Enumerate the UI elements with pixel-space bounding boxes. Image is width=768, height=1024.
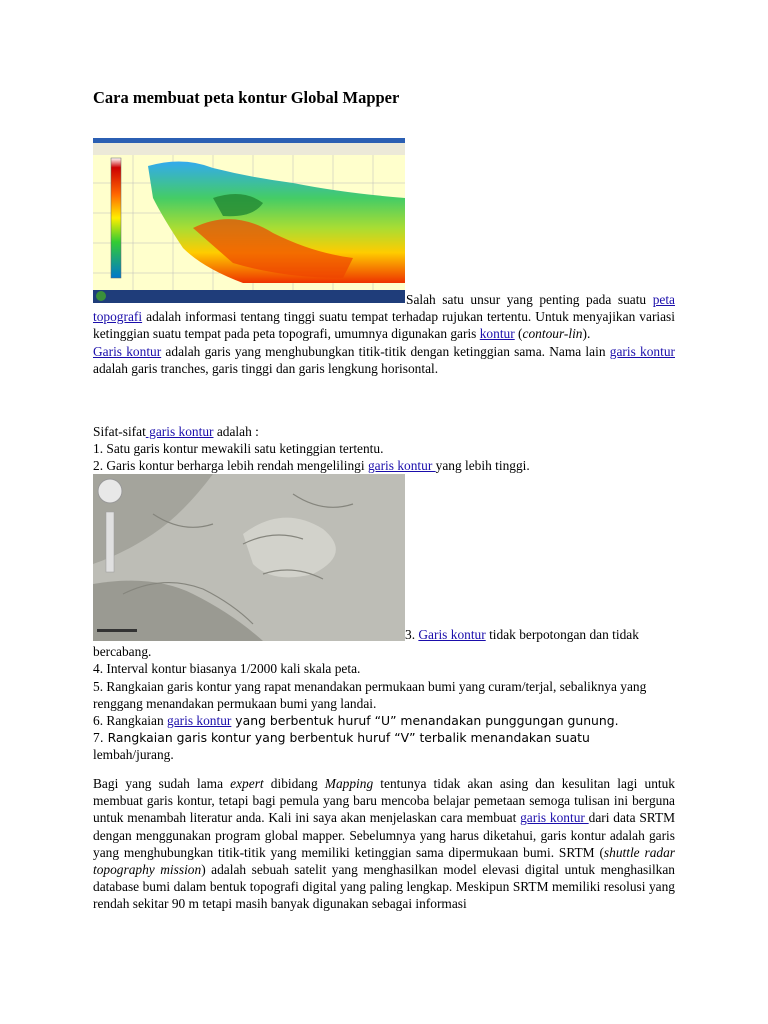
intro-paragraph: Salah satu unsur yang penting pada suatu peta topografi adalah informasi tentang tinggi suatu tempat terhadap rujukan tertentu. Untuk menyajikan variasi ketinggian suatu tempat pada peta topografi, umumnya digunakan garis kontur (contour-lin). Garis kontur adalah garis yang menghubungkan titik-titik dengan ketinggian sama. Nama lain garis kontur adalah garis tranches, garis tinggi dan garis lengkung horisontal. [93, 292, 675, 376]
shaded-relief-map [93, 474, 405, 641]
page-title: Cara membuat peta kontur Global Mapper [93, 88, 400, 107]
list-item-4: 4. Interval kontur biasanya 1/2000 kali skala peta. [93, 661, 361, 677]
link-peta-topografi[interactable]: peta topografi [93, 292, 675, 325]
list-item-6: 6. Rangkaian garis kontur yang berbentuk huruf “U” menandakan punggungan gunung. [93, 713, 619, 729]
properties-list-intro: Sifat-sifat garis kontur adalah : 1. Satu garis kontur mewakili satu ketinggian tertentu. 2. Garis kontur berharga lebih rendah mengelilingi garis kontur yang lebih tinggi. [93, 424, 530, 474]
link-garis-kontur-3[interactable]: garis kontur [145, 424, 214, 439]
list-item-1: 1. Satu garis kontur mewakili satu ketinggian tertentu. [93, 441, 384, 457]
link-garis-kontur-1[interactable]: Garis kontur [93, 343, 162, 359]
link-kontur[interactable]: kontur [479, 326, 515, 342]
list-item-5: 5. Rangkaian garis kontur yang rapat menandakan permukaan bumi yang curam/terjal, sebaliknya yang renggang menandakan permukaan bumi yang landai. [93, 678, 647, 711]
link-garis-kontur-5[interactable]: Garis kontur [418, 627, 486, 642]
link-garis-kontur-2[interactable]: garis kontur [609, 343, 675, 359]
properties-list-continued [93, 626, 675, 764]
list-item-7: 7. Rangkaian garis kontur yang berbentuk huruf “V” terbalik menandakan suatu lembah/jurang. [93, 730, 590, 763]
list-item-2: 2. Garis kontur berharga lebih rendah mengelilingi garis kontur yang lebih tinggi. [93, 458, 530, 474]
link-garis-kontur-4[interactable]: garis kontur [367, 458, 436, 474]
link-garis-kontur-6[interactable]: garis kontur [167, 713, 232, 729]
body-paragraph: Bagi yang sudah lama expert dibidang Mapping tentunya tidak akan asing dan kesulitan lagi untuk membuat garis kontur, tetapi bagi pemula yang baru mencoba belajar pemetaan semoga tulisan ini berguna untuk menambah literatur anda. Kali ini saya akan menjelaskan cara membuat garis kontur dari data SRTM dengan menggunakan program global mapper. Sebelumnya yang harus diketahui, garis kontur adalah garis yang menghubungkan titik-titik yang memiliki ketinggian sama dipermukaan bumi. SRTM (shuttle radar topography mission) adalah sebuah satelit yang menghasilkan model elevasi digital untuk menghasilkan database bumi dalam bentuk topografi digital yang paling lengkap. Meskipun SRTM memiliki resolusi yang rendah sekitar 90 m tetapi masih banyak digunakan sebagai informasi [93, 776, 676, 912]
list-item-3: 3. Garis kontur tidak berpotongan dan tidak bercabang. [93, 627, 639, 660]
link-garis-kontur-7[interactable]: garis kontur [520, 810, 589, 826]
global-mapper-screenshot [93, 138, 405, 303]
